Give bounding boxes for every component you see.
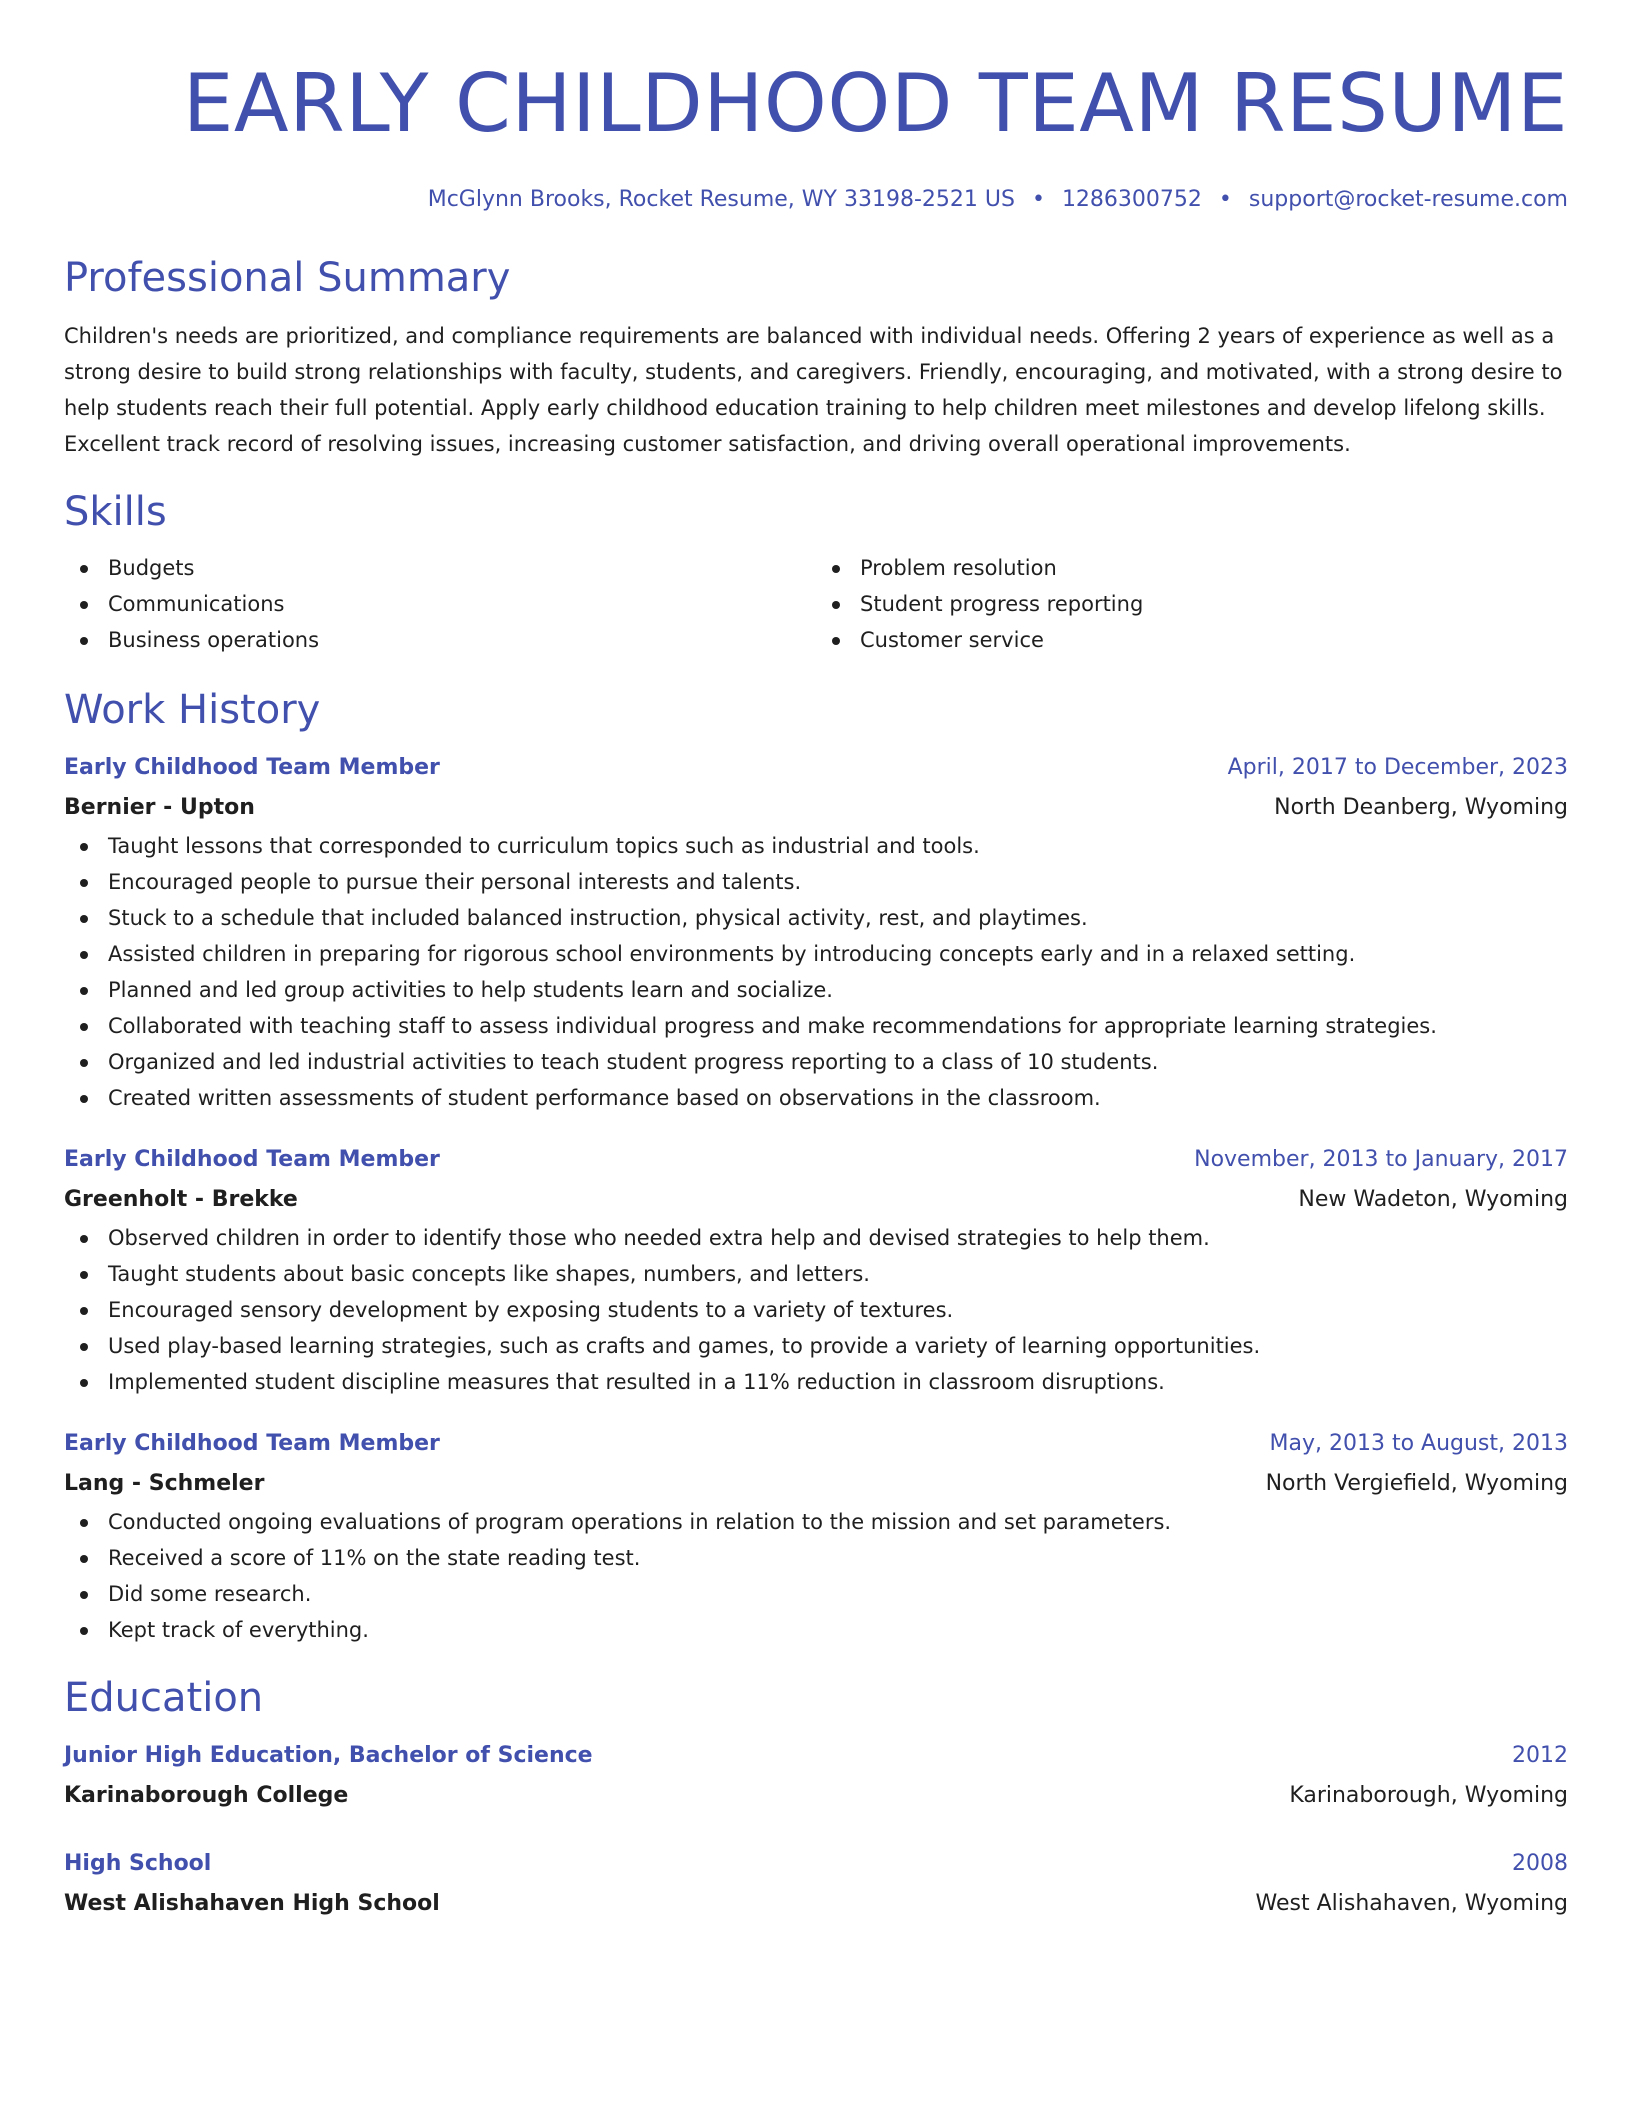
skills-heading: Skills (64, 489, 167, 535)
education-heading: Education (64, 1675, 264, 1721)
bullet-icon (80, 1343, 88, 1351)
bullet-icon (80, 1059, 88, 1067)
job-bullets (64, 1504, 1568, 1648)
bullet-icon (80, 951, 88, 959)
job-bullet (64, 1504, 1568, 1540)
contact-address: McGlynn Brooks, Rocket Resume, WY 33198-2521 US (427, 187, 1015, 212)
job-bullet (64, 1044, 1568, 1080)
summary-text: Children's needs are prioritized, and compliance requirements are balanced with individual needs. Offering 2 years of experience as well as a strong desire to build strong relationships with faculty, students, and caregivers. Friendly, encouraging, and motivated, with a strong desire to help students reach their full potential. Apply early childhood education training to help children meet milestones and develop lifelong skills. Excellent track record of resolving issues, increasing customer satisfaction, and driving overall operational improvements. (64, 324, 1563, 456)
skill-item (816, 586, 1568, 622)
education-school: West Alishahaven High School (64, 1891, 440, 1916)
contact-separator: • (1031, 187, 1045, 212)
contact-separator: • (1218, 187, 1232, 212)
education-entry (64, 1844, 1568, 1924)
job-company-row (64, 1180, 1568, 1220)
education-degree: Junior High Education, Bachelor of Science (64, 1743, 593, 1768)
skill-label: Business operations (108, 628, 320, 652)
education-school-row (64, 1776, 1568, 1816)
education-location: West Alishahaven, Wyoming (1255, 1891, 1568, 1916)
bullet-icon (80, 879, 88, 887)
skills-column-left (64, 550, 816, 658)
job-bullets (64, 1220, 1568, 1400)
job-bullet-text: Organized and led industrial activities to teach student progress reporting to a class of 10 students. (108, 1050, 1159, 1074)
job-bullet-text: Stuck to a schedule that included balanced instruction, physical activity, rest, and playtimes. (108, 906, 1088, 930)
bullet-icon (80, 915, 88, 923)
job-bullet-text: Taught students about basic concepts like shapes, numbers, and letters. (108, 1262, 870, 1286)
job-bullet (64, 1080, 1568, 1116)
job-entry (64, 1424, 1568, 1648)
bullet-icon (80, 1307, 88, 1315)
bullet-icon (832, 637, 840, 645)
job-bullet-text: Assisted children in preparing for rigorous school environments by introducing concepts early and in a relaxed setting. (108, 942, 1356, 966)
skill-label: Problem resolution (860, 556, 1057, 580)
bullet-icon (80, 1519, 88, 1527)
job-bullet-text: Used play-based learning strategies, such as crafts and games, to provide a variety of learning opportunities. (108, 1334, 1261, 1358)
job-dates: November, 2013 to January, 2017 (1194, 1147, 1568, 1172)
job-bullet (64, 972, 1568, 1008)
job-bullet-text: Observed children in order to identify those who needed extra help and devised strategies to help them. (108, 1226, 1210, 1250)
job-company-row (64, 1464, 1568, 1504)
bullet-icon (80, 1627, 88, 1635)
bullet-icon (80, 1555, 88, 1563)
job-bullet (64, 828, 1568, 864)
education-year: 2008 (1512, 1851, 1568, 1876)
bullet-icon (80, 637, 88, 645)
job-bullet-text: Conducted ongoing evaluations of program operations in relation to the mission and set parameters. (108, 1510, 1172, 1534)
job-bullet (64, 1540, 1568, 1576)
job-bullet (64, 936, 1568, 972)
bullet-icon (80, 843, 88, 851)
bullet-icon (80, 565, 88, 573)
job-location: North Vergiefield, Wyoming (1265, 1471, 1568, 1496)
skill-label: Student progress reporting (860, 592, 1144, 616)
bullet-icon (80, 1095, 88, 1103)
bullet-icon (832, 565, 840, 573)
contact-phone[interactable]: 1286300752 (1061, 187, 1202, 212)
work-history-heading: Work History (64, 687, 321, 733)
contact-email[interactable]: support@rocket-resume.com (1248, 187, 1568, 212)
skill-item (816, 622, 1568, 658)
job-bullet-text: Implemented student discipline measures that resulted in a 11% reduction in classroom disruptions. (108, 1370, 1165, 1394)
job-entry (64, 1140, 1568, 1400)
education-degree: High School (64, 1851, 212, 1876)
job-bullet (64, 1292, 1568, 1328)
skill-label: Communications (108, 592, 285, 616)
job-location: North Deanberg, Wyoming (1274, 795, 1568, 820)
education-entry (64, 1736, 1568, 1816)
skill-label: Customer service (860, 628, 1044, 652)
education-year: 2012 (1512, 1743, 1568, 1768)
job-bullets (64, 828, 1568, 1116)
skill-item (64, 622, 816, 658)
job-bullet (64, 1256, 1568, 1292)
skills-column-right (816, 550, 1568, 658)
skills-grid (64, 550, 1568, 658)
job-bullet (64, 900, 1568, 936)
job-location: New Wadeton, Wyoming (1298, 1187, 1568, 1212)
skill-item (816, 550, 1568, 586)
education-location: Karinaborough, Wyoming (1289, 1783, 1568, 1808)
job-dates: May, 2013 to August, 2013 (1269, 1431, 1568, 1456)
job-bullet-text: Planned and led group activities to help students learn and socialize. (108, 978, 833, 1002)
job-company: Bernier - Upton (64, 795, 255, 820)
job-bullet (64, 1364, 1568, 1400)
job-title: Early Childhood Team Member (64, 1147, 440, 1172)
job-bullet-text: Did some research. (108, 1582, 312, 1606)
bullet-icon (80, 1271, 88, 1279)
job-bullet-text: Encouraged sensory development by exposing students to a variety of textures. (108, 1298, 954, 1322)
job-bullet-text: Received a score of 11% on the state reading test. (108, 1546, 641, 1570)
bullet-icon (80, 987, 88, 995)
skill-item (64, 550, 816, 586)
job-bullet (64, 1008, 1568, 1044)
resume-header (64, 56, 1568, 214)
bullet-icon (80, 1235, 88, 1243)
job-bullet-text: Collaborated with teaching staff to assess individual progress and make recommendations for appropriate learning strategies. (108, 1014, 1437, 1038)
job-dates: April, 2017 to December, 2023 (1227, 755, 1568, 780)
education-school: Karinaborough College (64, 1783, 349, 1808)
job-title-row (64, 1424, 1568, 1464)
job-bullet (64, 1328, 1568, 1364)
job-bullet (64, 864, 1568, 900)
education-degree-row (64, 1844, 1568, 1884)
job-bullet-text: Encouraged people to pursue their personal interests and talents. (108, 870, 802, 894)
job-title-row (64, 748, 1568, 788)
job-company-row (64, 788, 1568, 828)
bullet-icon (80, 1379, 88, 1387)
job-bullet-text: Created written assessments of student performance based on observations in the classroom. (108, 1086, 1101, 1110)
job-bullet-text: Kept track of everything. (108, 1618, 369, 1642)
skill-label: Budgets (108, 556, 195, 580)
job-company: Lang - Schmeler (64, 1471, 265, 1496)
bullet-icon (80, 1591, 88, 1599)
job-title-row (64, 1140, 1568, 1180)
job-title: Early Childhood Team Member (64, 755, 440, 780)
job-company: Greenholt - Brekke (64, 1187, 298, 1212)
job-entry (64, 748, 1568, 1116)
bullet-icon (80, 1023, 88, 1031)
job-title: Early Childhood Team Member (64, 1431, 440, 1456)
job-bullet (64, 1220, 1568, 1256)
education-school-row (64, 1884, 1568, 1924)
job-bullet (64, 1576, 1568, 1612)
education-degree-row (64, 1736, 1568, 1776)
bullet-icon (832, 601, 840, 609)
summary-heading: Professional Summary (64, 255, 511, 301)
job-bullet (64, 1612, 1568, 1648)
job-bullet-text: Taught lessons that corresponded to curriculum topics such as industrial and tools. (108, 834, 980, 858)
bullet-icon (80, 601, 88, 609)
skill-item (64, 586, 816, 622)
contact-line (64, 186, 1568, 214)
resume-title: EARLY CHILDHOOD TEAM RESUME (182, 57, 1568, 150)
